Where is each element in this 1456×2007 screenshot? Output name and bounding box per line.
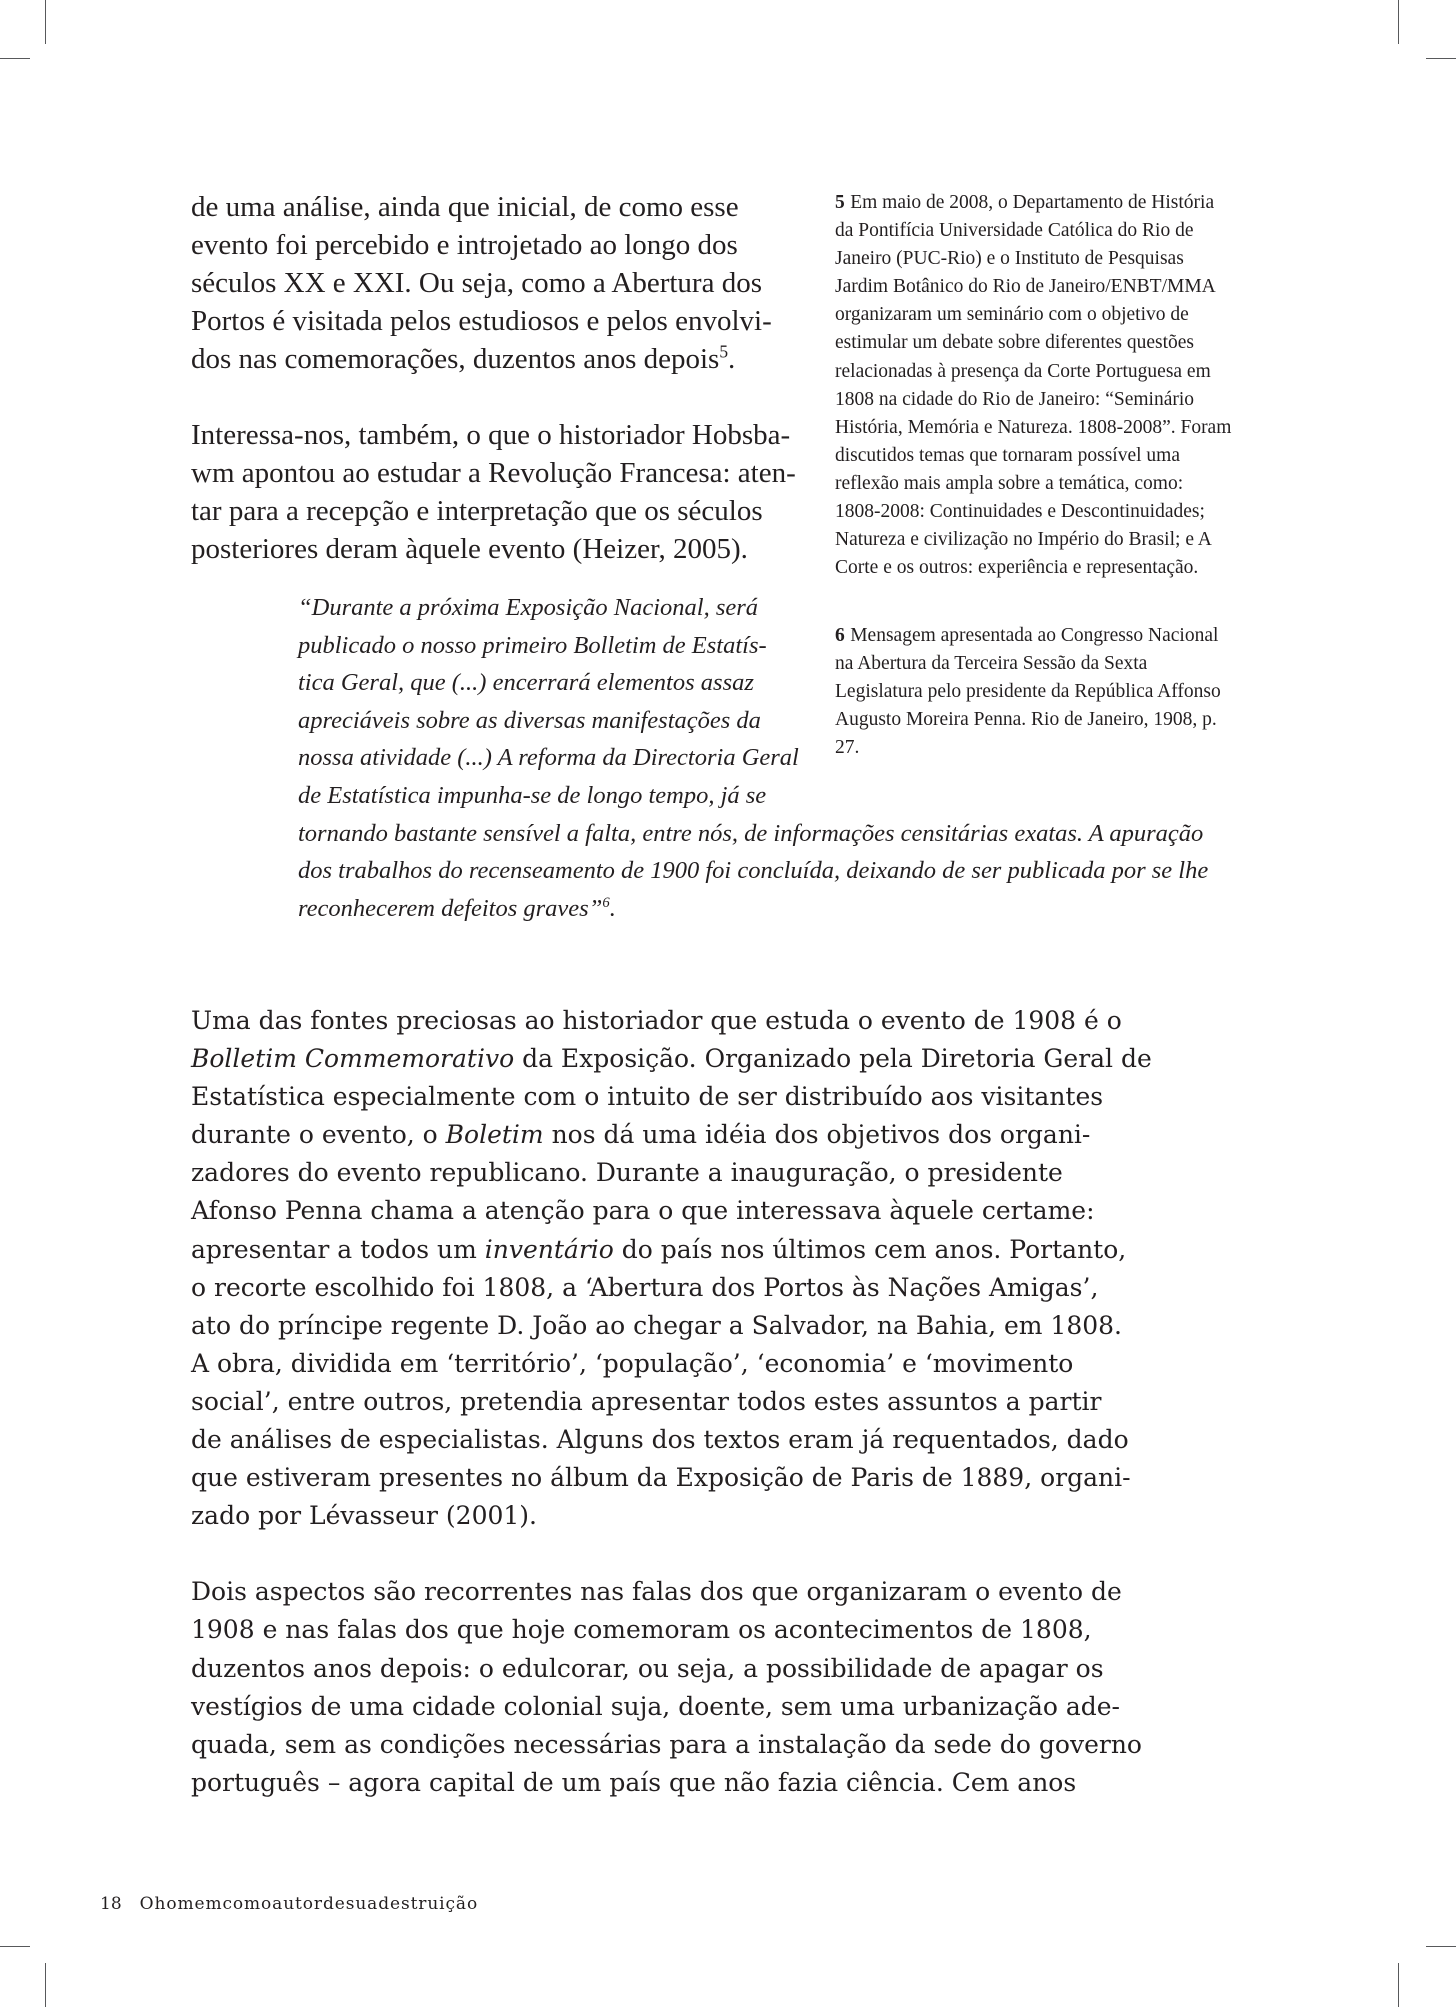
body-line <box>191 1040 1152 1078</box>
body-line: português – agora capital de um país que não fazia ciência. Cem anos <box>191 1767 1077 1797</box>
body-line-text: do país nos últimos cem anos. Portanto, <box>613 1234 1127 1264</box>
footnote-line: relacionadas à presença da Corte Portuguesa em <box>835 360 1211 382</box>
footnote-line: Janeiro (PUC-Rio) e o Instituto de Pesquisas <box>835 248 1184 270</box>
body-line: Afonso Penna chama a atenção para o que interessava àquele certame: <box>191 1196 1095 1226</box>
crop-mark-top-left-vertical <box>45 0 46 44</box>
footnote-line: 1808-2008: Continuidades e Descontinuidades; <box>835 501 1205 523</box>
running-title: Ohomemcomoautordesuadestruição <box>139 1894 479 1914</box>
footnote-line-text: Mensagem apresentada ao Congresso Nacional <box>850 625 1219 646</box>
quote-line: “Durante a próxima Exposição Nacional, será <box>298 594 759 621</box>
footnote-line: Augusto Moreira Penna. Rio de Janeiro, 1908, p. <box>835 709 1217 731</box>
body-line: zadores do evento republicano. Durante a inauguração, o presidente <box>191 1158 1063 1188</box>
footnote-line: Jardim Botânico do Rio de Janeiro/ENBT/MMA <box>835 276 1216 298</box>
footnote-line: na Abertura da Terceira Sessão da Sexta <box>835 653 1148 675</box>
sentence-end: . <box>609 894 616 922</box>
footnote-line: Legislatura pelo presidente da República Affonso <box>835 681 1221 703</box>
crop-mark-top-left-horizontal <box>0 58 30 59</box>
body-line: A obra, dividida em ‘território’, ‘população’, ‘economia’ e ‘movimento <box>191 1348 1074 1378</box>
crop-mark-bottom-right-horizontal <box>1426 1946 1456 1947</box>
body-line: social’, entre outros, pretendia apresentar todos estes assuntos a partir <box>191 1386 1102 1416</box>
footnote-line <box>835 189 1231 217</box>
body-line: wm apontou ao estudar a Revolução Francesa: aten- <box>191 457 796 489</box>
footnote-line-text: Em maio de 2008, o Departamento de História <box>850 192 1215 213</box>
body-line: o recorte escolhido foi 1808, a ‘Abertura dos Portos às Nações Amigas’, <box>191 1272 1099 1302</box>
body-paragraph <box>191 416 796 568</box>
footnote-line <box>835 622 1221 650</box>
body-paragraph <box>191 188 796 378</box>
body-line: duzentos anos depois: o edulcorar, ou seja, a possibilidade de apagar os <box>191 1653 1104 1683</box>
page-footer <box>100 1892 478 1916</box>
footnote-6 <box>835 622 1221 762</box>
quote-line: nossa atividade (...) A reforma da Directoria Geral <box>298 744 799 772</box>
body-line-text: apresentar a todos um <box>191 1234 485 1264</box>
sentence-end: . <box>728 343 736 375</box>
crop-mark-bottom-right-vertical <box>1398 1963 1399 2007</box>
crop-mark-top-right-vertical <box>1398 0 1399 44</box>
quote-line: de Estatística impunha-se de longo tempo, já se <box>298 781 767 809</box>
body-line: séculos XX e XXI. Ou seja, como a Abertura dos <box>191 267 762 299</box>
body-paragraph <box>191 1573 1152 1802</box>
quote-line: dos trabalhos do recenseamento de 1900 foi concluída, deixando de ser publicada por se lhe <box>298 857 1209 885</box>
body-line <box>191 1231 1152 1269</box>
body-line-text: nos dá uma idéia dos objetivos dos organi- <box>543 1120 1091 1150</box>
quote-line-text: reconhecerem defeitos graves” <box>298 894 603 922</box>
footnote-line: Natureza e civilização no Império do Brasil; e A <box>835 529 1212 551</box>
footnote-reference: 6 <box>602 894 610 911</box>
footnote-line: 27. <box>835 737 860 759</box>
italic-title: Boletim <box>445 1120 544 1150</box>
body-line-text: durante o evento, o <box>191 1120 446 1150</box>
footnote-line: estimular um debate sobre diferentes questões <box>835 332 1195 354</box>
footnote-number: 6 <box>835 625 845 646</box>
quote-line: apreciáveis sobre as diversas manifestações da <box>298 706 761 734</box>
quote-line: publicado o nosso primeiro Bolletim de Estatís- <box>298 631 767 659</box>
body-line: ato do príncipe regente D. João ao chegar a Salvador, na Bahia, em 1808. <box>191 1310 1123 1340</box>
body-paragraph <box>191 1002 1152 1535</box>
footnote-5 <box>835 189 1231 582</box>
body-line: Uma das fontes preciosas ao historiador que estuda o evento de 1908 é o <box>191 1006 1122 1035</box>
footnote-line: discutidos temas que tornaram possível uma <box>835 444 1180 466</box>
body-line: vestígios de uma cidade colonial suja, doente, sem uma urbanização ade- <box>191 1691 1121 1721</box>
body-line: que estiveram presentes no álbum da Exposição de Paris de 1889, organi- <box>191 1463 1131 1493</box>
italic-title: Bolletim Commemorativo <box>191 1044 515 1074</box>
footnote-line: Corte e os outros: experiência e representação. <box>835 557 1199 579</box>
crop-mark-top-right-horizontal <box>1426 58 1456 59</box>
body-line: de análises de especialistas. Alguns dos textos eram já requentados, dado <box>191 1425 1129 1455</box>
crop-mark-bottom-left-horizontal <box>0 1946 30 1947</box>
footnote-line: 1808 na cidade do Rio de Janeiro: “Seminário <box>835 388 1195 410</box>
footnote-reference: 5 <box>719 341 729 362</box>
footnote-number: 5 <box>835 192 845 213</box>
body-line: tar para a recepção e interpretação que os séculos <box>191 495 763 527</box>
quote-line: tornando bastante sensível a falta, entre nós, de informações censitárias exatas. A apuração <box>298 819 1204 847</box>
body-line: evento foi percebido e introjetado ao longo dos <box>191 229 738 261</box>
footnote-line: História, Memória e Natureza. 1808-2008”. Foram <box>835 416 1232 438</box>
body-line: posteriores deram àquele evento (Heizer, 2005). <box>191 533 748 565</box>
footnote-line: organizaram um seminário com o objetivo de <box>835 304 1189 326</box>
body-line-text: da Exposição. Organizado pela Diretoria Geral de <box>514 1044 1152 1074</box>
body-line: 1908 e nas falas dos que hoje comemoram os acontecimentos de 1808, <box>191 1615 1092 1645</box>
body-line <box>191 1116 1152 1154</box>
body-line: de uma análise, ainda que inicial, de como esse <box>191 191 739 223</box>
footnote-line: da Pontifícia Universidade Católica do Rio de <box>835 220 1194 242</box>
body-line: Estatística especialmente com o intuito de ser distribuído aos visitantes <box>191 1082 1104 1112</box>
page-number: 18 <box>100 1894 122 1914</box>
footnote-line: reflexão mais ampla sobre a temática, como: <box>835 472 1184 494</box>
body-line <box>191 340 796 378</box>
body-line-text: dos nas comemorações, duzentos anos depois <box>191 343 720 375</box>
body-line: Interessa-nos, também, o que o historiador Hobsba- <box>191 419 791 451</box>
quote-line <box>298 890 1208 928</box>
quote-line: tica Geral, que (...) encerrará elementos assaz <box>298 669 754 697</box>
body-line: Dois aspectos são recorrentes nas falas dos que organizaram o evento de <box>191 1577 1122 1607</box>
italic-emphasis: inventário <box>484 1234 614 1264</box>
crop-mark-bottom-left-vertical <box>45 1963 46 2007</box>
body-line: zado por Lévasseur (2001). <box>191 1501 537 1531</box>
body-lower-text <box>191 1002 1152 1802</box>
body-upper-column <box>191 188 796 568</box>
body-line: Portos é visitada pelos estudiosos e pelos envolvi- <box>191 305 772 337</box>
body-line: quada, sem as condições necessárias para a instalação da sede do governo <box>191 1729 1142 1759</box>
